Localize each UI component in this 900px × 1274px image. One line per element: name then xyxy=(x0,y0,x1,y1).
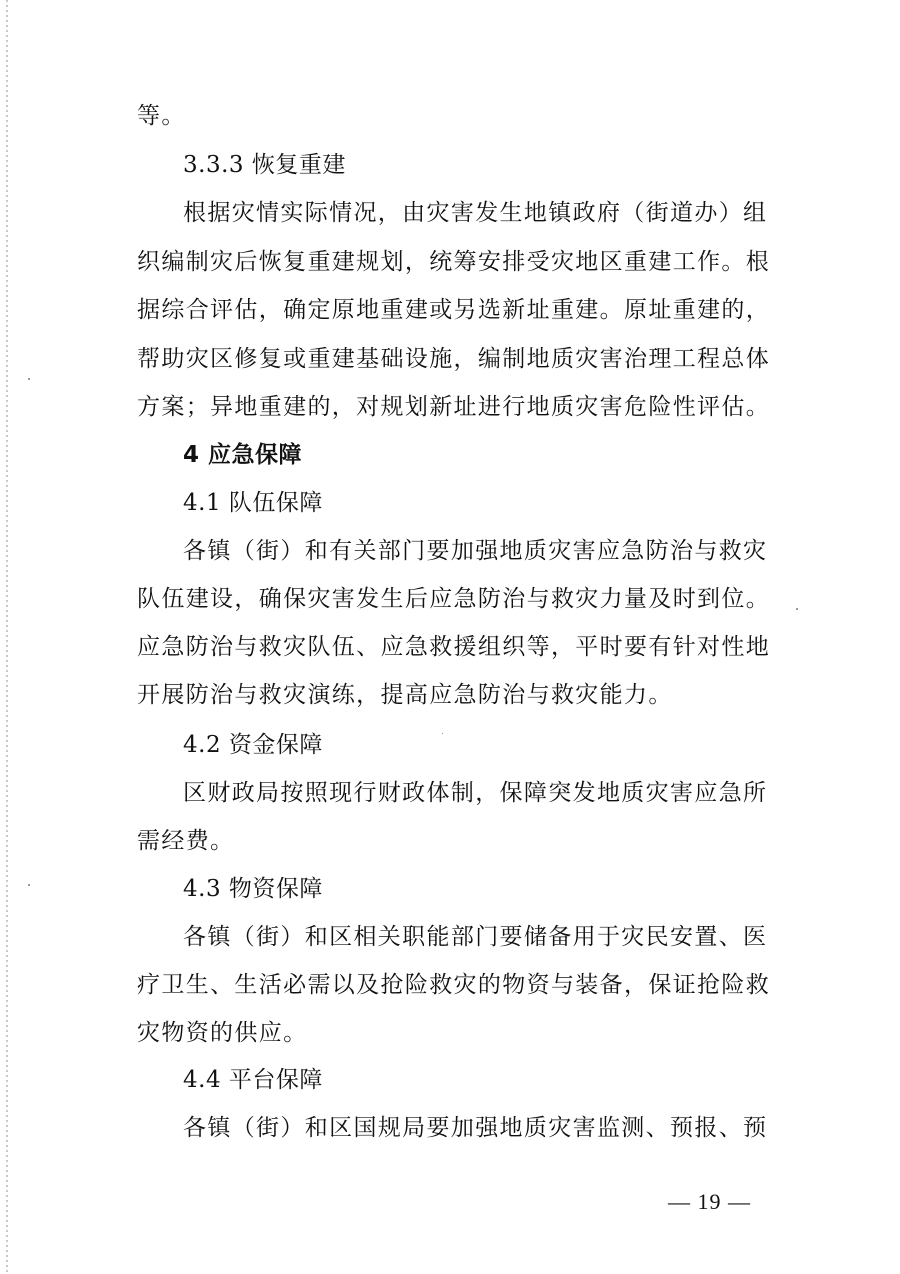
paragraph-line: 开展防治与救灾演练，提高应急防治与救灾能力。 xyxy=(137,682,673,708)
paragraph-line: 等。 xyxy=(137,103,186,129)
paragraph-line: 据综合评估，确定原地重建或另选新址重建。原址重建的， xyxy=(137,297,771,323)
paragraph-line: 区财政局按照现行财政体制，保障突发地质灾害应急所 xyxy=(183,780,768,806)
paragraph-line: 各镇（街）和有关部门要加强地质灾害应急防治与救灾 xyxy=(183,538,768,564)
paragraph-line: 需经费。 xyxy=(137,828,235,854)
page-number: — 19 — xyxy=(668,1189,751,1214)
scan-speck xyxy=(442,733,443,734)
section-heading: 4.4 平台保障 xyxy=(183,1067,323,1093)
scan-speck xyxy=(796,608,798,610)
section-heading: 4.2 资金保障 xyxy=(183,732,323,758)
section-heading: 4.1 队伍保障 xyxy=(183,490,323,516)
paragraph-line: 根据灾情实际情况，由灾害发生地镇政府（街道办）组 xyxy=(183,200,768,226)
paragraph-line: 织编制灾后恢复重建规划，统筹安排受灾地区重建工作。根 xyxy=(137,249,771,275)
paragraph-line: 各镇（街）和区相关职能部门要储备用于灾民安置、医 xyxy=(183,924,768,950)
paragraph-line: 方案；异地重建的，对规划新址进行地质灾害危险性评估。 xyxy=(137,394,771,420)
scan-speck xyxy=(28,378,30,380)
section-heading: 4.3 物资保障 xyxy=(183,876,323,902)
section-heading: 3.3.3 恢复重建 xyxy=(183,152,346,178)
paragraph-line: 各镇（街）和区国规局要加强地质灾害监测、预报、预 xyxy=(183,1115,768,1141)
scan-speck xyxy=(28,884,30,886)
paragraph-line: 应急防治与救灾队伍、应急救援组织等，平时要有针对性地 xyxy=(137,634,771,660)
paragraph-line: 帮助灾区修复或重建基础设施，编制地质灾害治理工程总体 xyxy=(137,346,771,372)
paragraph-line: 疗卫生、生活必需以及抢险救灾的物资与装备，保证抢险救 xyxy=(137,972,771,998)
section-heading: 4 应急保障 xyxy=(183,442,303,468)
paragraph-line: 灾物资的供应。 xyxy=(137,1020,308,1046)
paragraph-line: 队伍建设，确保灾害发生后应急防治与救灾力量及时到位。 xyxy=(137,586,771,612)
scan-edge-artifact xyxy=(6,0,8,1274)
